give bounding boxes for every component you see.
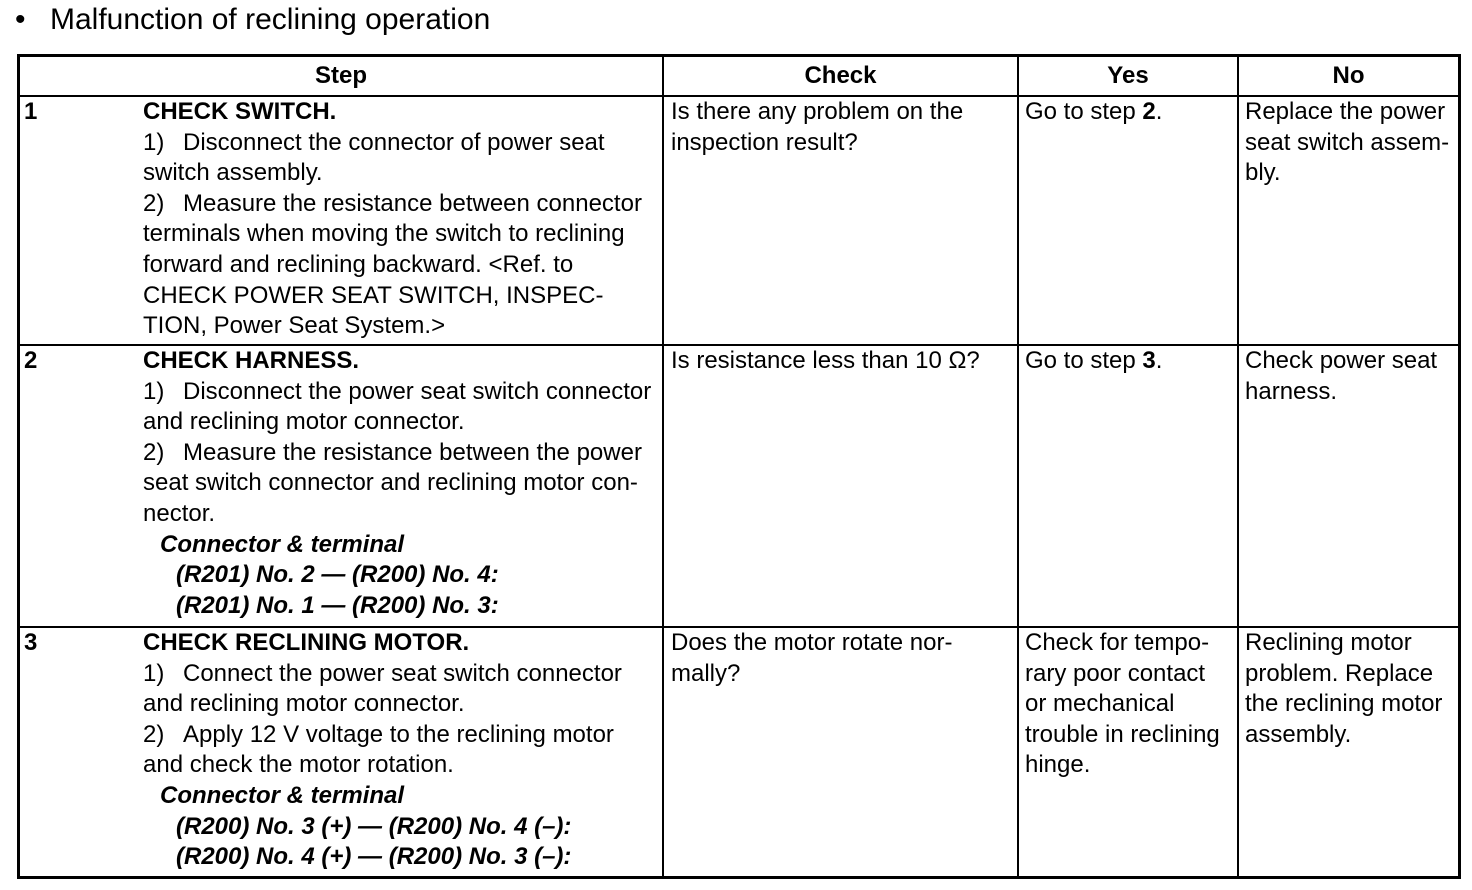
section-title — [0, 3, 700, 37]
goto-suffix: . — [1155, 347, 1163, 374]
yes-line: rary poor contact — [1025, 659, 1206, 687]
procedure-line: and reclining motor connector. — [143, 690, 465, 718]
procedure-line — [143, 659, 662, 690]
no-cell — [1239, 628, 1458, 876]
connector-label: Connector & terminal — [160, 781, 405, 809]
step-heading: CHECK RECLINING MOTOR. — [143, 629, 470, 656]
check-line: Is there any problem on the — [671, 98, 964, 125]
yes-line: hinge. — [1025, 751, 1091, 779]
procedure-text: Measure the resistance between the power — [183, 438, 642, 466]
step-cell — [20, 97, 664, 346]
header-step: Step — [20, 57, 664, 97]
procedure-line — [143, 377, 662, 408]
goto-prefix: Go to step — [1025, 98, 1143, 125]
step-number: 1 — [24, 98, 38, 125]
procedure-marker: 2) — [143, 438, 165, 466]
check-cell — [664, 346, 1019, 628]
procedure-line: nector. — [143, 499, 216, 527]
procedure-text: Disconnect the connector of power seat — [183, 128, 605, 156]
header-no: No — [1239, 57, 1458, 97]
no-line: seat switch assem- — [1245, 128, 1450, 156]
procedure-text: Measure the resistance between connector — [183, 189, 642, 217]
step-number: 2 — [24, 347, 38, 374]
terminal-line: (R200) No. 3 (+) — (R200) No. 4 (–): — [176, 812, 572, 840]
check-line: mally? — [671, 659, 741, 687]
procedure-text: Connect the power seat switch connector — [183, 659, 622, 687]
procedure-line — [143, 438, 662, 469]
procedure-text: Disconnect the power seat switch connector — [183, 377, 652, 405]
procedure-line: seat switch connector and reclining motor con- — [143, 469, 638, 497]
step-heading: CHECK SWITCH. — [143, 98, 337, 125]
yes-line: Check for tempo- — [1025, 629, 1210, 656]
procedure-line: and reclining motor connector. — [143, 408, 465, 436]
procedure-line: forward and reclining backward. <Ref. to — [143, 250, 574, 278]
step-instructions — [143, 97, 662, 342]
procedure-line — [143, 720, 662, 751]
check-line: Is resistance less than 10 Ω? — [671, 347, 980, 374]
no-line: the reclining motor — [1245, 690, 1443, 718]
troubleshooting-table — [17, 54, 1461, 879]
yes-cell — [1019, 346, 1239, 628]
procedure-marker: 2) — [143, 189, 165, 217]
step-heading: CHECK HARNESS. — [143, 347, 360, 374]
no-line: Check power seat — [1245, 347, 1438, 374]
procedure-marker: 1) — [143, 659, 165, 687]
no-cell — [1239, 346, 1458, 628]
procedure-marker: 2) — [143, 720, 165, 748]
check-cell — [664, 97, 1019, 346]
check-line: inspection result? — [671, 128, 858, 156]
no-line: harness. — [1245, 377, 1338, 405]
goto-prefix: Go to step — [1025, 347, 1143, 374]
terminal-line: (R201) No. 1 — (R200) No. 3: — [176, 591, 499, 619]
header-yes: Yes — [1019, 57, 1239, 97]
yes-cell — [1019, 628, 1239, 876]
step-instructions — [143, 346, 662, 621]
yes-line — [1025, 346, 1237, 377]
yes-line: trouble in reclining — [1025, 720, 1220, 748]
step-cell — [20, 346, 664, 628]
no-line: problem. Replace — [1245, 659, 1434, 687]
terminal-line: (R201) No. 2 — (R200) No. 4: — [176, 561, 499, 589]
procedure-marker: 1) — [143, 128, 165, 156]
section-title-text: Malfunction of reclining operation — [50, 3, 491, 36]
procedure-line: terminals when moving the switch to reclining — [143, 220, 625, 248]
no-line: bly. — [1245, 159, 1281, 187]
bullet-icon: • — [15, 3, 26, 36]
check-line: Does the motor rotate nor- — [671, 629, 953, 656]
goto-step-number: 3 — [1142, 347, 1156, 374]
procedure-text: Apply 12 V voltage to the reclining motor — [183, 720, 614, 748]
step-number: 3 — [24, 629, 38, 656]
no-line: Reclining motor — [1245, 629, 1412, 656]
no-line: Replace the power — [1245, 98, 1446, 125]
goto-step-number: 2 — [1142, 98, 1156, 125]
connector-label: Connector & terminal — [160, 530, 405, 558]
terminal-line: (R200) No. 4 (+) — (R200) No. 3 (–): — [176, 843, 572, 871]
goto-suffix: . — [1155, 98, 1163, 125]
check-cell — [664, 628, 1019, 876]
no-line: assembly. — [1245, 720, 1352, 748]
step-instructions — [143, 628, 662, 873]
no-cell — [1239, 97, 1458, 346]
yes-line: or mechanical — [1025, 690, 1175, 718]
header-check: Check — [664, 57, 1019, 97]
step-cell — [20, 628, 664, 876]
procedure-line: TION, Power Seat System.> — [143, 312, 446, 340]
procedure-marker: 1) — [143, 377, 165, 405]
yes-cell — [1019, 97, 1239, 346]
procedure-line: switch assembly. — [143, 159, 323, 187]
procedure-line: CHECK POWER SEAT SWITCH, INSPEC- — [143, 281, 604, 309]
procedure-line: and check the motor rotation. — [143, 751, 454, 779]
yes-line — [1025, 97, 1237, 128]
procedure-line — [143, 189, 662, 220]
procedure-line — [143, 128, 662, 159]
